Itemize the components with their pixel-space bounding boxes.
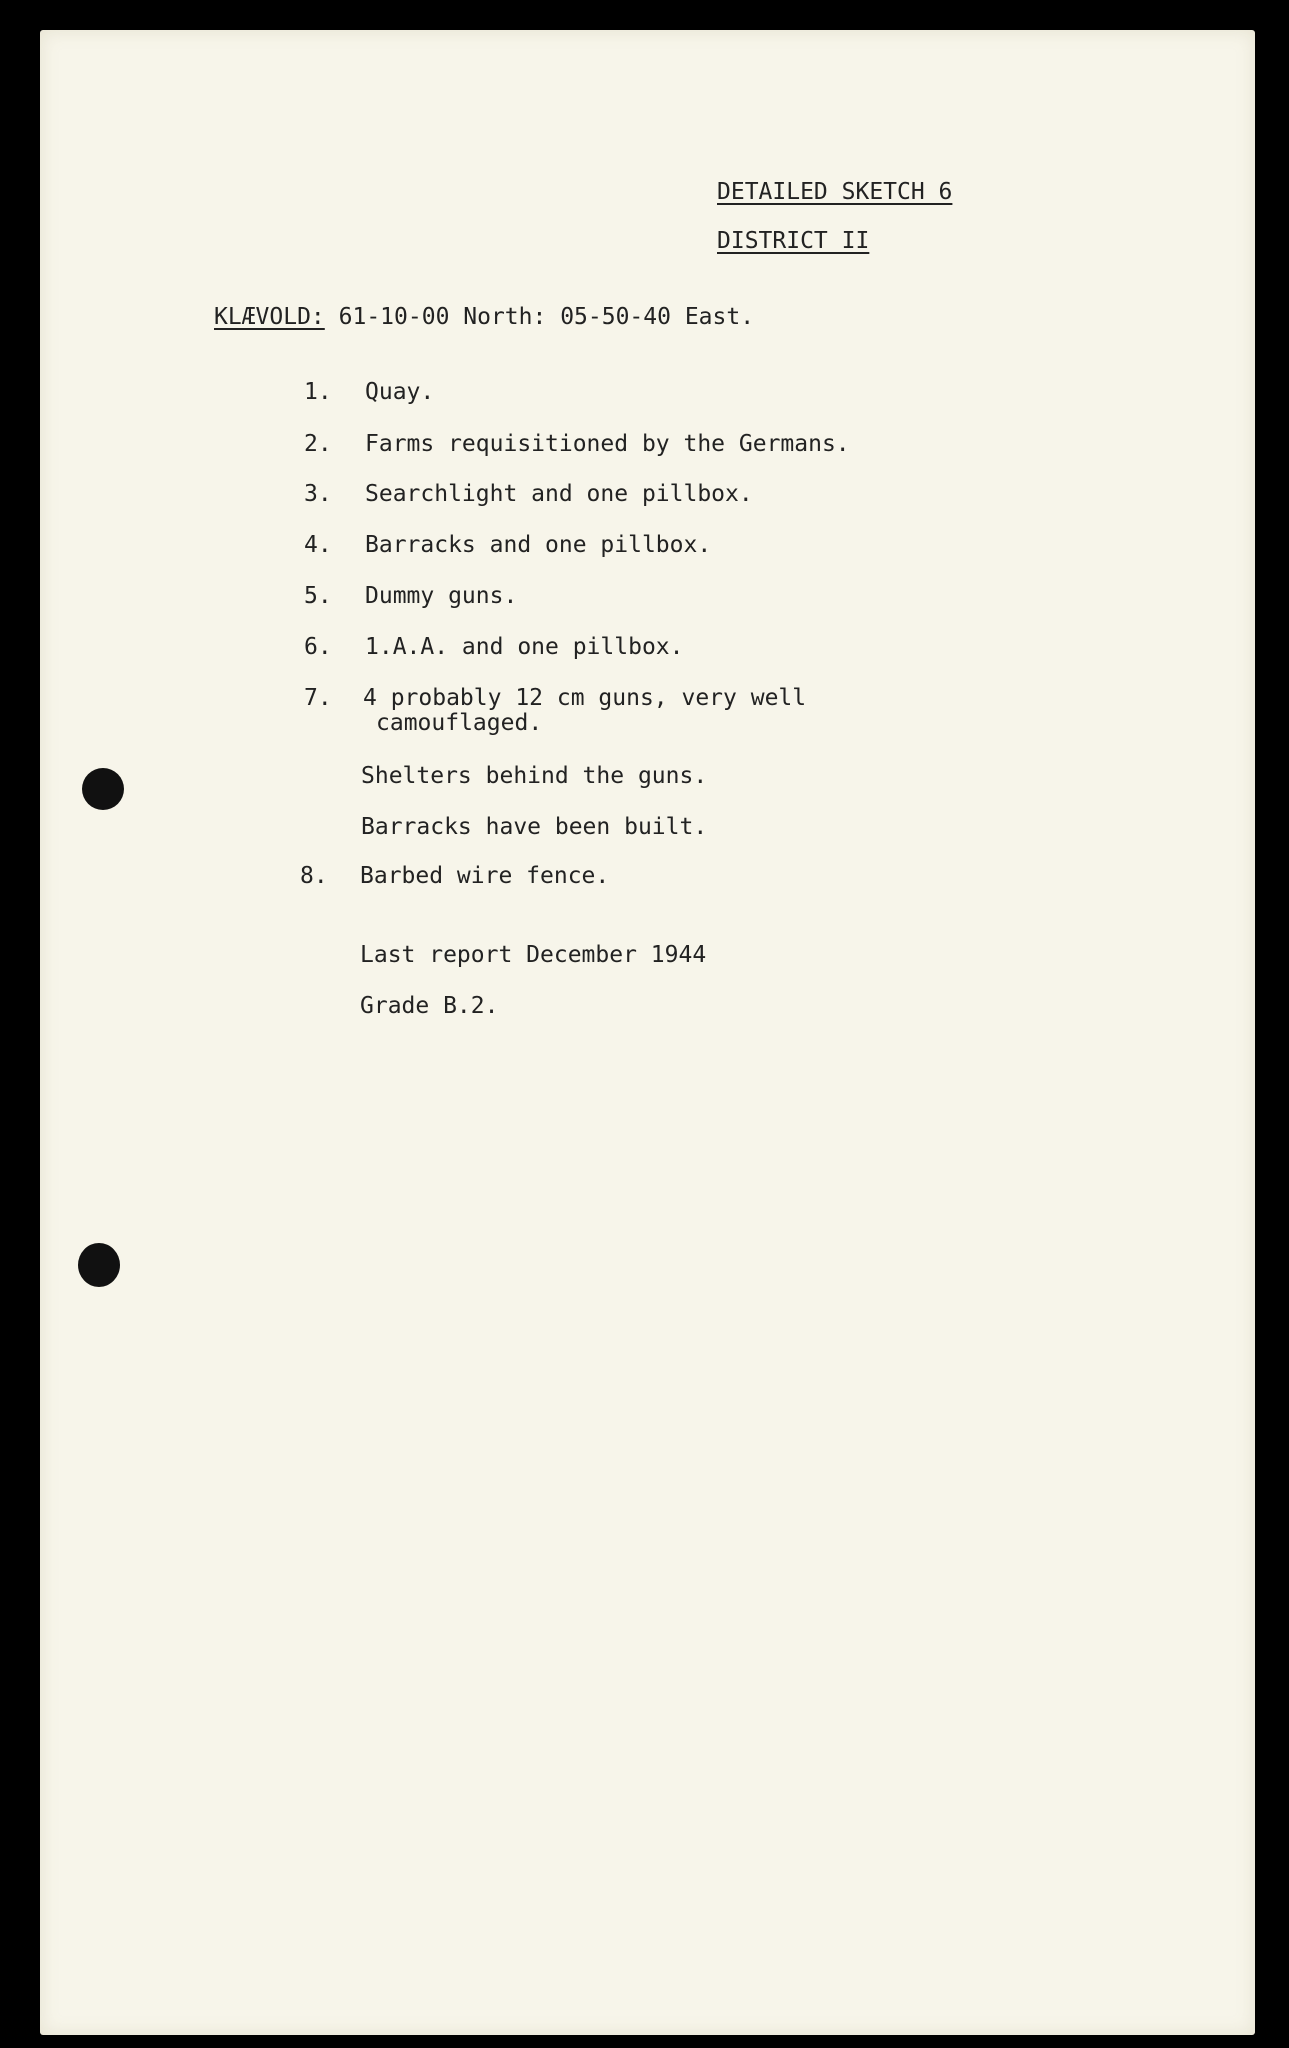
item-3-text: Searchlight and one pillbox. <box>365 481 753 507</box>
item-4-text: Barracks and one pillbox. <box>365 532 712 558</box>
punch-hole-bottom <box>78 1243 120 1287</box>
item-2-text: Farms requisitioned by the Germans. <box>365 431 850 457</box>
item-7-text-continued: camouflaged. <box>376 710 543 736</box>
district-heading: DISTRICT II <box>717 228 870 254</box>
location-name: KLÆVOLD: <box>214 304 325 330</box>
note-barracks: Barracks have been built. <box>361 814 708 840</box>
sketch-heading: DETAILED SKETCH 6 <box>717 179 953 205</box>
item-7-text: 4 probably 12 cm guns, very well <box>363 685 807 711</box>
item-6-text: 1.A.A. and one pillbox. <box>365 634 684 660</box>
item-1-text: Quay. <box>365 379 435 405</box>
location-line <box>214 305 754 329</box>
item-5-number: 5. <box>304 583 332 609</box>
document-page <box>40 30 1255 2035</box>
item-1-number: 1. <box>304 379 332 405</box>
item-3-number: 3. <box>304 481 332 507</box>
item-2-number: 2. <box>304 431 332 457</box>
item-4-number: 4. <box>304 532 332 558</box>
location-coords: 61-10-00 North: 05-50-40 East. <box>338 304 755 330</box>
item-5-text: Dummy guns. <box>365 583 518 609</box>
item-8-text: Barbed wire fence. <box>360 863 610 889</box>
grade: Grade B.2. <box>360 993 499 1019</box>
item-6-number: 6. <box>304 634 332 660</box>
item-8-number: 8. <box>300 863 328 889</box>
punch-hole-top <box>82 768 124 810</box>
last-report: Last report December 1944 <box>360 942 707 968</box>
note-shelters: Shelters behind the guns. <box>361 763 708 789</box>
item-7-number: 7. <box>304 685 332 711</box>
